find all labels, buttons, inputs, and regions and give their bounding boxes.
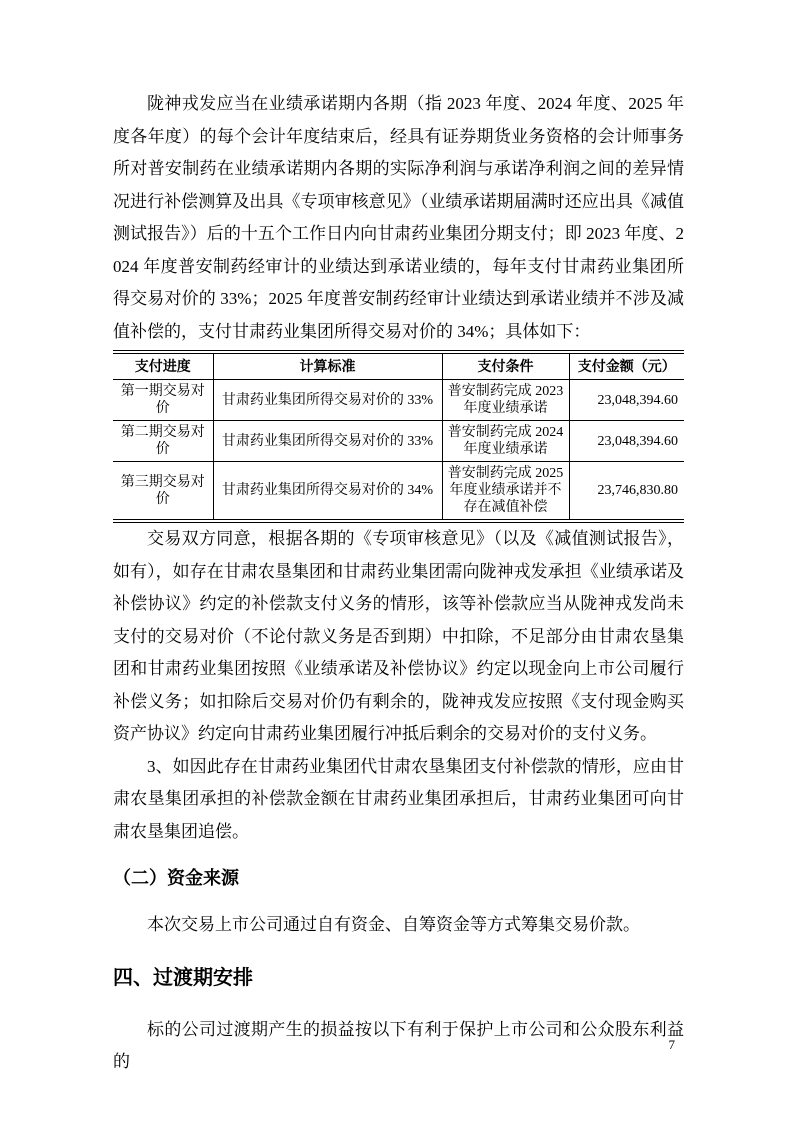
paragraph-funding-source: 本次交易上市公司通过自有资金、自筹资金等方式筹集交易价款。 xyxy=(147,915,640,934)
paragraph-compensation-offset: 交易双方同意，根据各期的《专项审核意见》（以及《减值测试报告》，如有），如存在甘肃农垦集团和甘肃药业集团需向陇神戎发承担《业绩承诺及补偿协议》约定的补偿款支付义务的情形，该等补偿款应当从陇神戎发尚未支付的交易对价（不论付款义务是否到期）中扣除，不足部分由甘肃农垦集团和甘肃药业集团按照《业绩承诺及补偿协议》约定以现金向上市公司履行补偿义务；如扣除后交易对价仍有剩余的，陇神戎发应按照《支付现金购买资产协议》约定向甘肃药业集团履行冲抵后剩余的交易对价的支付义务。 xyxy=(113,529,684,743)
header-payment-stage: 支付进度 xyxy=(113,352,213,380)
heading-funding-source: （二）资金来源 xyxy=(113,868,239,888)
paragraph-item3-recourse: 3、如因此存在甘肃药业集团代甘肃农垦集团支付补偿款的情形，应由甘肃农垦集团承担的补偿款金额在甘肃药业集团承担后，甘肃药业集团可向甘肃农垦集团追偿。 xyxy=(113,756,684,841)
header-payment-amount: 支付金额（元） xyxy=(569,352,684,380)
table-cell-condition: 普安制药完成 2023 年度业绩承诺 xyxy=(442,380,569,421)
table-cell-amount: 23,048,394.60 xyxy=(569,421,684,462)
table-cell-amount: 23,746,830.80 xyxy=(569,462,684,522)
table-header-row xyxy=(113,352,684,380)
table-cell-condition: 普安制药完成 2025 年度业绩承诺并不存在减值补偿 xyxy=(442,462,569,522)
table-cell-stage: 第三期交易对价 xyxy=(113,462,213,522)
table-row xyxy=(113,421,684,462)
table-cell-standard: 甘肃药业集团所得交易对价的 33% xyxy=(213,380,442,421)
table-cell-standard: 甘肃药业集团所得交易对价的 33% xyxy=(213,421,442,462)
header-calc-standard: 计算标准 xyxy=(213,352,442,380)
table-cell-amount: 23,048,394.60 xyxy=(569,380,684,421)
table-cell-stage: 第二期交易对价 xyxy=(113,421,213,462)
header-payment-condition: 支付条件 xyxy=(442,352,569,380)
table-row xyxy=(113,380,684,421)
page-number: 7 xyxy=(668,1037,675,1052)
payment-schedule-table xyxy=(113,350,684,523)
heading-transition-period: 四、过渡期安排 xyxy=(113,966,253,989)
table-row xyxy=(113,462,684,522)
paragraph-transition-period: 标的公司过渡期产生的损益按以下有利于保护上市公司和公众股东利益的 xyxy=(113,1019,684,1071)
paragraph-payment-schedule: 陇神戎发应当在业绩承诺期内各期（指 2023 年度、2024 年度、2025 年度各年度）的每个会计年度结束后，经具有证券期货业务资格的会计师事务所对普安制药在业绩承诺期内各期的实际净利润与承诺净利润之间的差异情况进行补偿测算及出具《专项审核意见》（业绩承诺期届满时还应出具《减值测试报告》）后的十五个工作日内向甘肃药业集团分期支付；即 2023 年度、2024 年度普安制药经审计的业绩达到承诺业绩的，每年支付甘肃药业集团所得交易对价的 33%；2025 年度普安制药经审计业绩达到承诺业绩并不涉及减值补偿的，支付甘肃药业集团所得交易对价的 34%；具体如下： xyxy=(113,94,684,341)
table-cell-stage: 第一期交易对价 xyxy=(113,380,213,421)
table-cell-condition: 普安制药完成 2024 年度业绩承诺 xyxy=(442,421,569,462)
table-cell-standard: 甘肃药业集团所得交易对价的 34% xyxy=(213,462,442,522)
